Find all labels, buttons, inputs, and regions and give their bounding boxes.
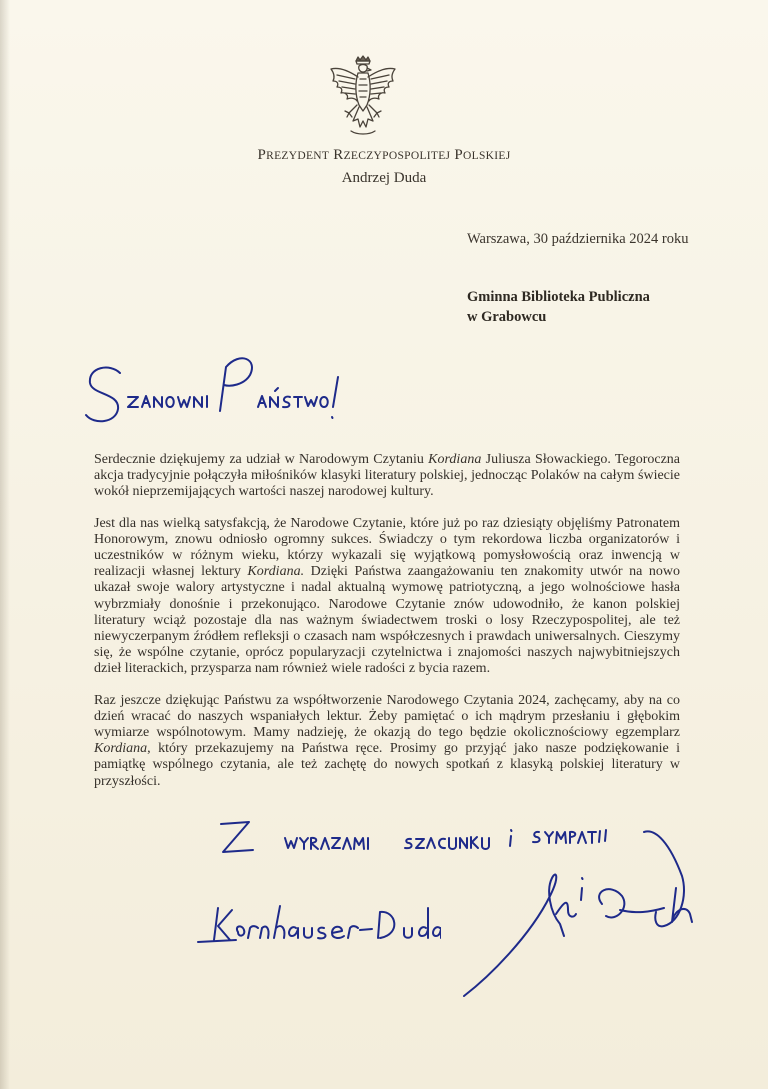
recipient-line-2: w Grabowcu [467, 309, 547, 325]
signature-andrzej-duda [460, 826, 695, 1002]
title-kordiana: Kordiana [94, 741, 148, 757]
title-kordiana: Kordiana [428, 452, 482, 467]
paragraph-2: Jest dla nas wielką satysfakcją, że Narodowe Czytanie, które już po raz dziesiąty objęliśmy Patronatem Honorowym, znowu odniosło ogromny sukces. Świadczy o tym rekordowa liczba organizatorów i uczestników w różnym wieku, którzy wykazali się wyjątkową pomysłowością oraz inwencją w realizacji własnej lektury Kordiana. Dzięki Państwa zaangażowaniu ten znakomity utwór na nowo ukazał swoje walory artystyczne i nadal aktualną wymowę patriotyczną, a jego wolnościowe hasła wybrzmiały donośnie i przekonująco. Narodowe Czytanie znów udowodniło, że kanon polskiej literatury wciąż pozostaje dla nas ważnym świadectwem troski o losy Rzeczypospolitej, ale też niewyczerpanym źródłem refleksji o czasach nam współczesnych i prawdach uniwersalnych. Cieszymy się, że wspólne czytanie, oprócz popularyzacji czytelnictwa i znajomości naszych najwybitniejszych dzieł literackich, przysparza nam również wiele radości z bycia razem. [94, 515, 681, 677]
letter-body [94, 452, 680, 805]
paragraph-1: Serdecznie dziękujemy za udział w Narodowym Czytaniu Kordiana Juliusza Słowackiego. Tegoroczna akcja tradycyjnie połączyła miłośników klasyki literatury polskiej, jednocząc Polaków na całym świecie wokół nieprzemijających wartości naszej narodowej kultury. [94, 452, 680, 500]
handwritten-greeting [80, 345, 350, 445]
office-title-word-3: POLSKIEJ [454, 147, 511, 163]
office-title-word-1: PREZYDENT [257, 147, 330, 163]
office-title-word-2: RZECZYPOSPOLITEJ [333, 147, 451, 163]
recipient-block [467, 287, 650, 327]
title-kordiana: Kordiana. [247, 564, 305, 580]
signature-kornhauser-duda [196, 898, 441, 950]
recipient-line-1: Gminna Biblioteka Publiczna [467, 289, 650, 305]
white-eagle-emblem-icon [327, 55, 399, 139]
paragraph-3: Raz jeszcze dziękując Państwu za współtworzenie Narodowego Czytania 2024, zachęcamy, aby na co dzień wracać do naszych wspaniałych lektur. Żeby pamiętać o ich mądrym przesłaniu i głębokim wymiarze wspólnotowym. Mamy nadzieję, że okazją do tego będzie okolicznościowy egzemplarz Kordiana, który przekazujemy na Państwa ręce. Prosimy go przyjąć jako nasze podziękowanie i pamiątkę wspólnego czytania, ale też zachętę do nowych spotkań z klasyką polskiej literatury w przyszłości. [94, 692, 680, 789]
date-line: Warszawa, 30 października 2024 roku [467, 231, 689, 247]
president-name: Andrzej Duda [341, 170, 427, 186]
office-title [0, 147, 768, 164]
